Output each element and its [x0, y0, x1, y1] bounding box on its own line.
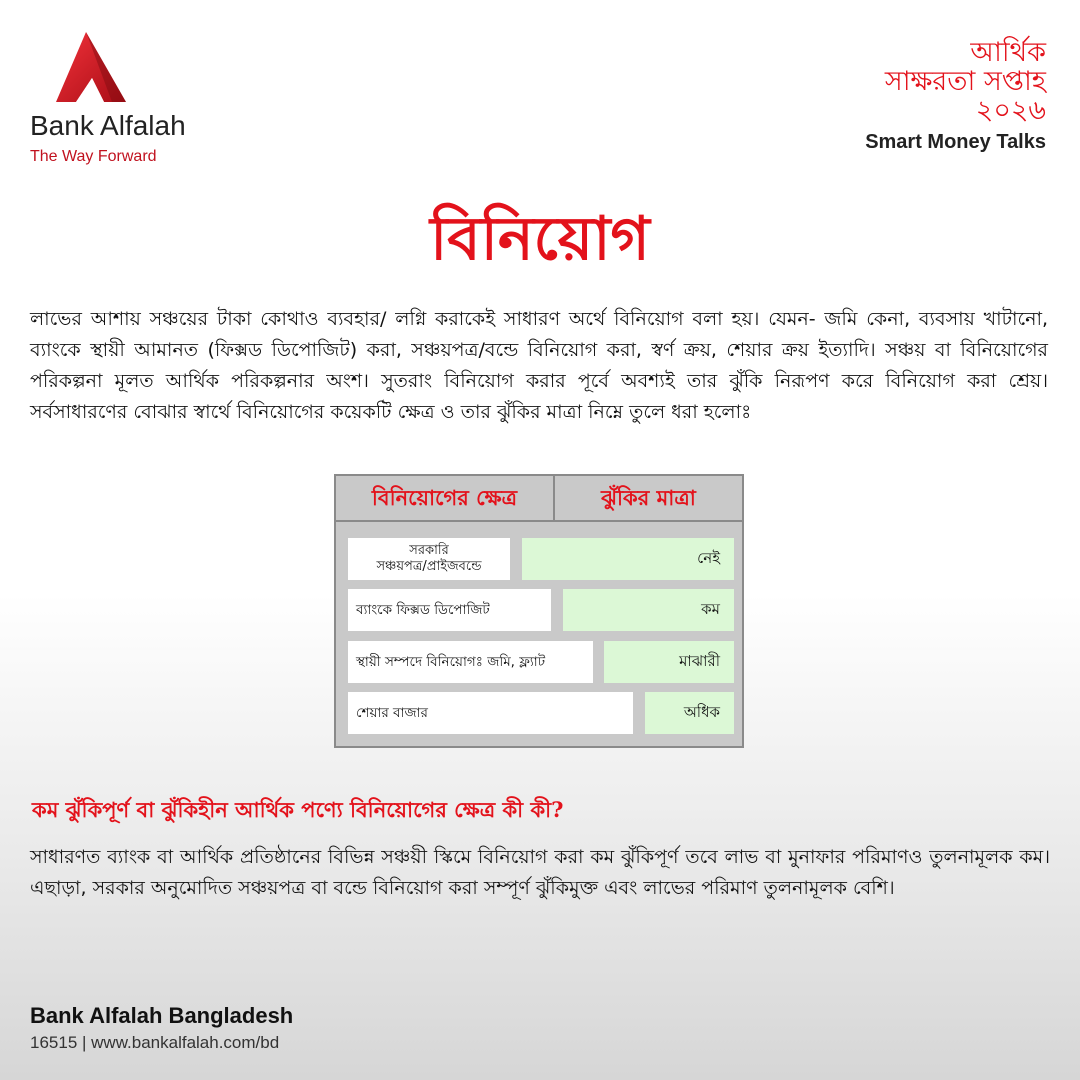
sector-line-2: সঞ্চয়পত্র/প্রাইজবন্ডে [376, 559, 482, 574]
campaign-year: ২০২৬ [975, 95, 1046, 126]
footer-bank-name: Bank Alfalah Bangladesh [30, 1003, 294, 1028]
table-row-risk: অধিক [645, 692, 734, 734]
campaign-line-1: আর্থিক [970, 37, 1046, 68]
table-header-divider [336, 520, 742, 522]
table-row-risk: কম [563, 589, 734, 631]
intro-paragraph: লাভের আশায় সঞ্চয়ের টাকা কোথাও ব্যবহার/ লগ্নি করাকেই সাধারণ অর্থে বিনিয়োগ বলা হয়। যেমন- জমি কেনা, ব্যবসায় খাটানো, ব্যাংকে স্থায়ী আমানত (ফিক্সড ডিপোজিট) করা, সঞ্চয়পত্র/বন্ডে বিনিয়োগ করা, স্বর্ণ ক্রয়, শেয়ার ক্রয় ইত্যাদি। সঞ্চয় বা বিনিয়োগের পরিকল্পনা মূলত আর্থিক পরিকল্পনার অংশ। সুতরাং বিনিয়োগ করার পূর্বে অবশ্যই তার ঝুঁকি নিরূপণ করে বিনিয়োগ করা শ্রেয়। সর্বসাধারণের বোঝার স্বার্থে বিনিয়োগের কয়েকটি ক্ষেত্র ও তার ঝুঁকির মাত্রা নিম্নে তুলে ধরা হলোঃ [30, 308, 1048, 423]
campaign-badge [865, 38, 1046, 154]
table-row-sector: ব্যাংকে ফিক্সড ডিপোজিট [348, 589, 551, 631]
brand-tagline: The Way Forward [30, 148, 157, 165]
table-row-sector: শেয়ার বাজার [348, 692, 633, 734]
brand-name: Bank Alfalah [30, 110, 186, 141]
table-row-risk: মাঝারী [604, 641, 734, 683]
sector-line-1: সরকারি [409, 543, 449, 558]
faq-answer: সাধারণত ব্যাংক বা আর্থিক প্রতিষ্ঠানের বিভিন্ন সঞ্চয়ী স্কিমে বিনিয়োগ করা কম ঝুঁকিপূর্ণ তবে লাভ বা মুনাফার পরিমাণও তুলনামূলক কম। এছাড়া, সরকার অনুমোদিত সঞ্চয়পত্র বা বন্ডে বিনিয়োগ করা সম্পূর্ণ ঝুঁকিমুক্ত এবং লাভের পরিমাণ তুলনামূলক বেশি। [30, 846, 1050, 899]
faq-question: কম ঝুঁকিপূর্ণ বা ঝুঁকিহীন আর্থিক পণ্যে বিনিয়োগের ক্ষেত্র কী কী? [32, 797, 564, 822]
table-row-sector: স্থায়ী সম্পদে বিনিয়োগঃ জমি, ফ্ল্যাট [348, 641, 593, 683]
campaign-subtitle: Smart Money Talks [865, 131, 1046, 153]
table-row-sector [348, 538, 510, 580]
footer-contact[interactable]: 16515 | www.bankalfalah.com/bd [30, 1033, 280, 1052]
alfalah-logo-icon [52, 30, 132, 110]
risk-table [334, 474, 744, 748]
table-header-risk: ঝুঁকির মাত্রা [601, 485, 696, 510]
campaign-line-2: সাক্ষরতা সপ্তাহ [884, 66, 1046, 97]
page-title: বিনিয়োগ [430, 204, 650, 274]
table-header-sector: বিনিয়োগের ক্ষেত্র [336, 476, 555, 520]
table-row-risk: নেই [522, 538, 734, 580]
